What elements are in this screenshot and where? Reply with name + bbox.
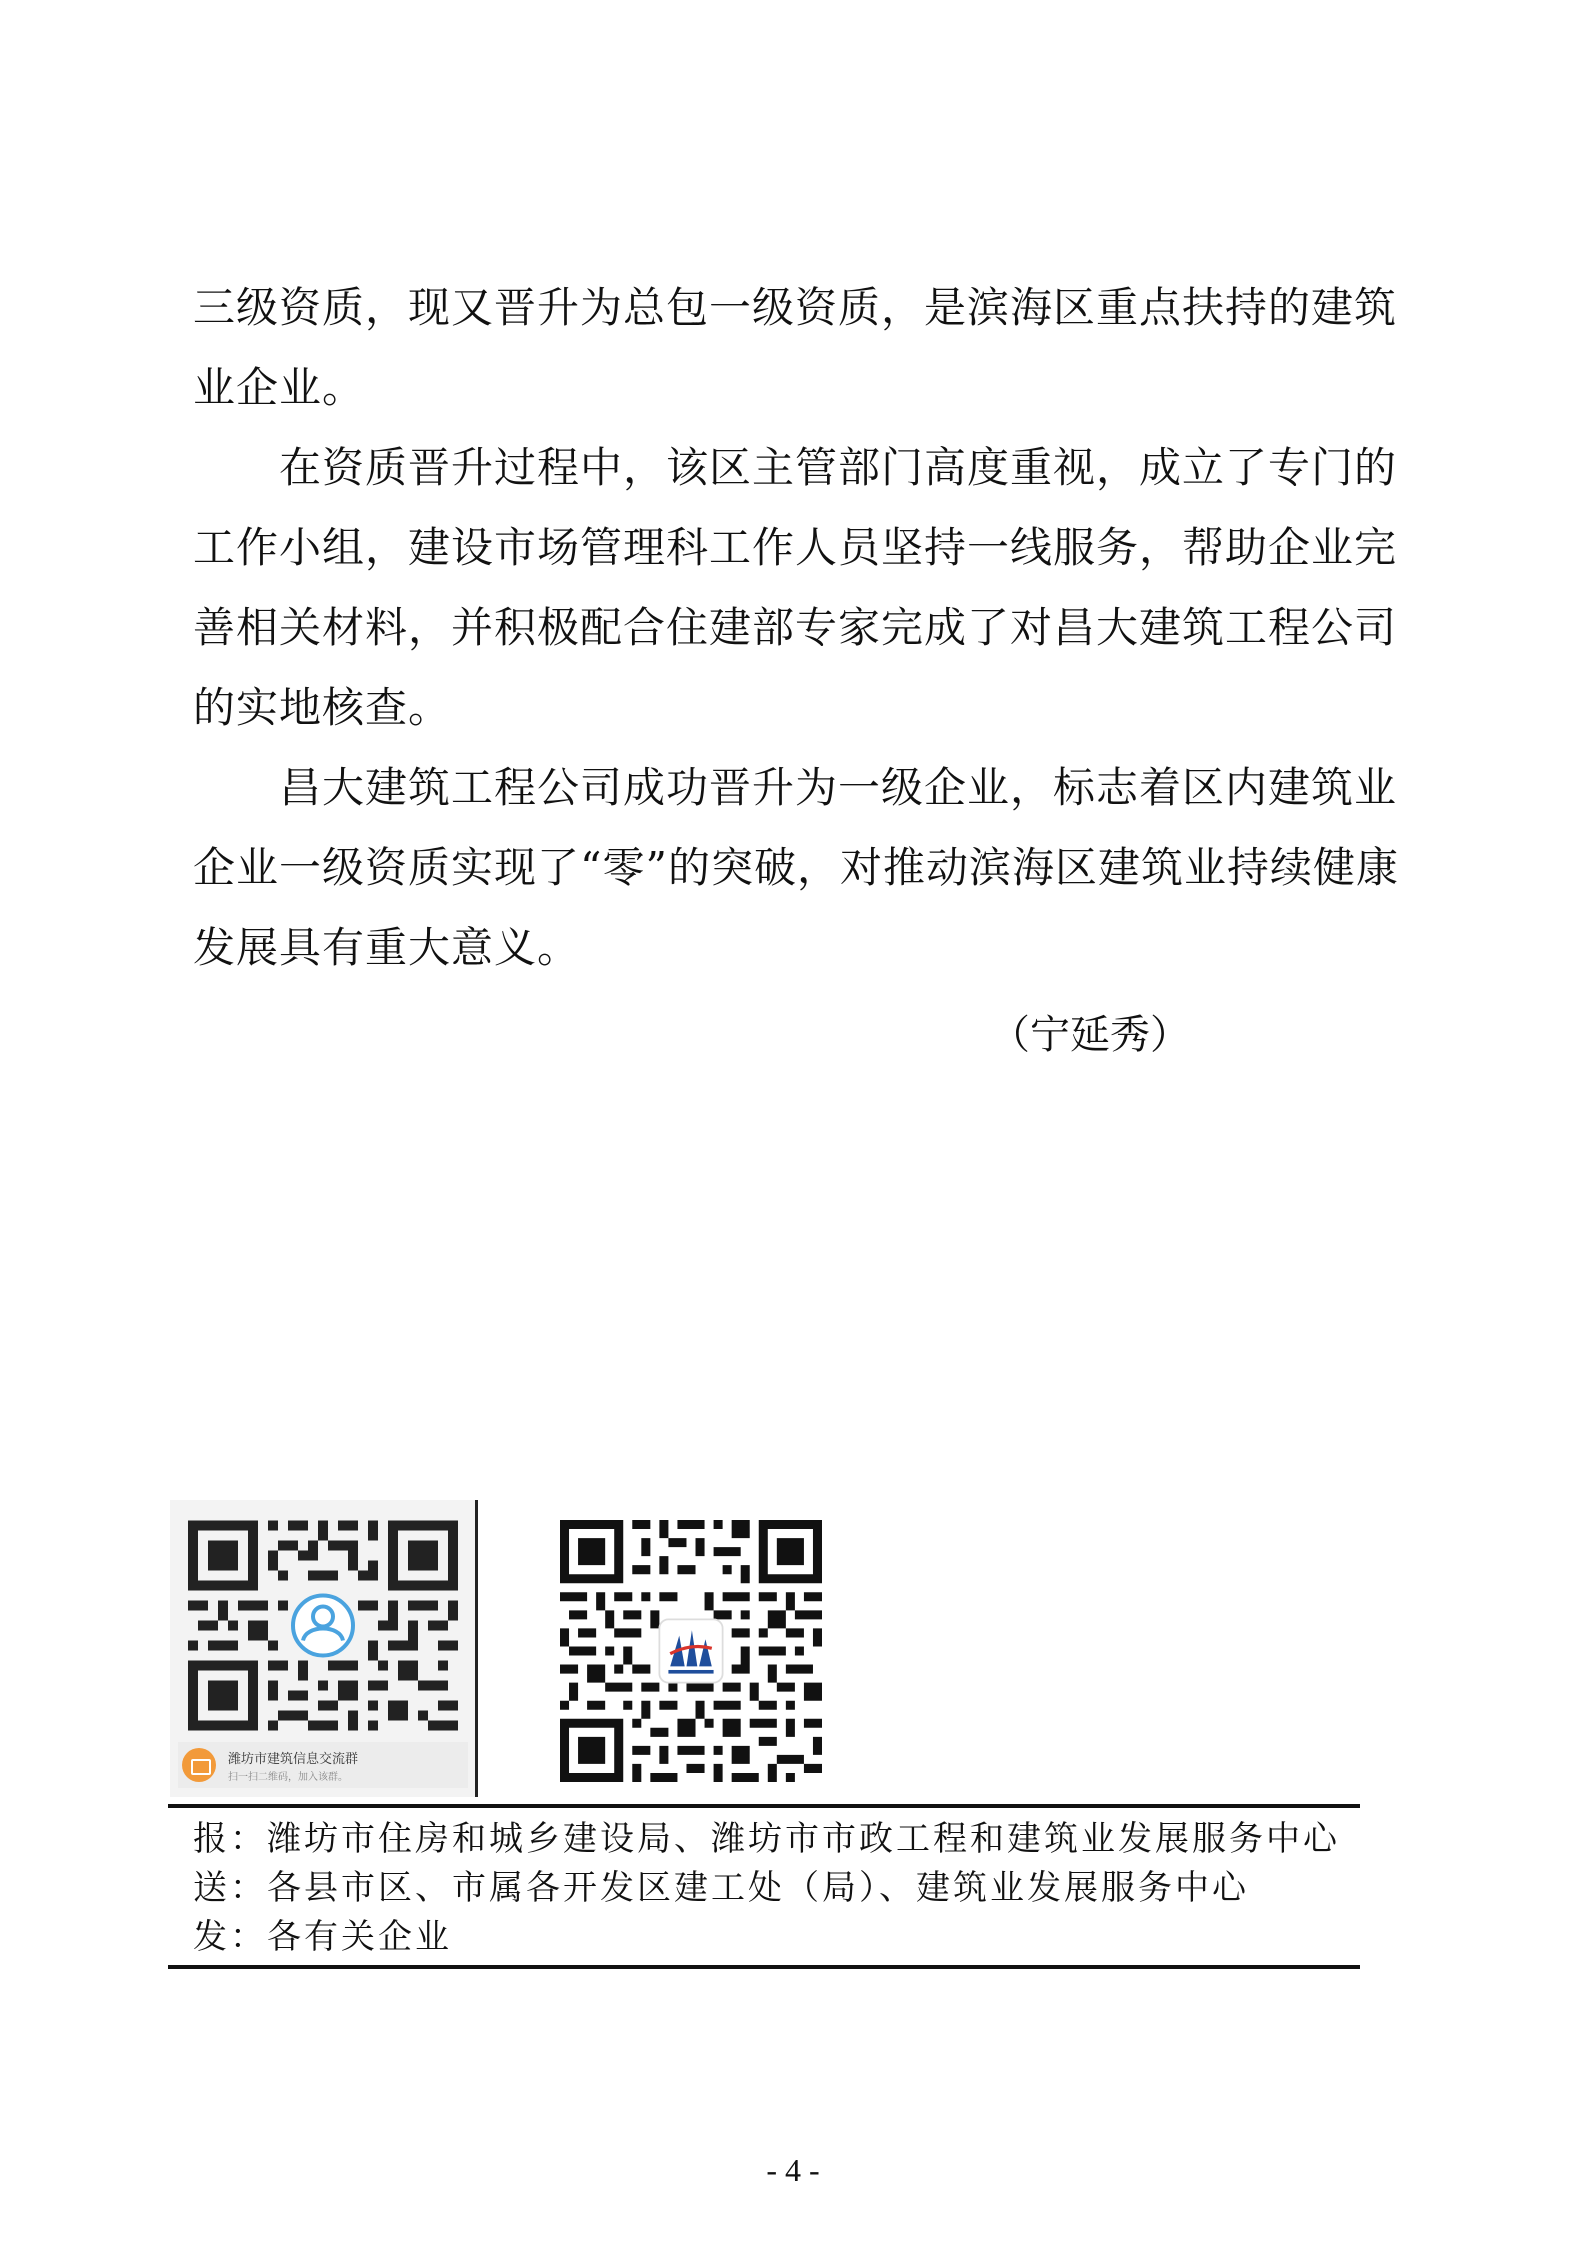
paragraph-line: 的实地核查。	[193, 683, 452, 732]
group-qr-code-icon	[188, 1518, 458, 1733]
article-body	[193, 268, 1399, 988]
paragraph-line: 工作小组，建设市场管理科工作人员坚持一线服务，帮助企业完	[193, 523, 1398, 572]
group-info-bar	[178, 1742, 468, 1788]
paragraph-line: 三级资质，现又晋升为总包一级资质，是滨海区重点扶持的建筑	[193, 283, 1398, 332]
paragraph-line: 在资质晋升过程中，该区主管部门高度重视，成立了专门的	[279, 443, 1398, 492]
paragraph-line: 昌大建筑工程公司成功晋升为一级企业，标志着区内建筑业	[279, 763, 1398, 812]
report-label: 报：	[193, 1819, 267, 1859]
official-qr-code-icon	[560, 1520, 822, 1782]
distribution-bottom-rule	[168, 1965, 1360, 1969]
paragraph-line: 业企业。	[193, 363, 366, 412]
group-qr-card	[170, 1500, 478, 1797]
paragraph-line: 企业一级资质实现了“零”的突破，对推动滨海区建筑业持续健康	[193, 843, 1399, 892]
send-label: 送：	[193, 1868, 267, 1908]
send-value: 各县市区、市属各开发区建工处（局）、建筑业发展服务中心	[267, 1868, 1249, 1908]
send-row	[193, 1864, 1340, 1913]
issue-row	[193, 1913, 1340, 1962]
report-row	[193, 1815, 1340, 1864]
paragraph-line: 善相关材料，并积极配合住建部专家完成了对昌大建筑工程公司	[193, 603, 1398, 652]
issue-value: 各有关企业	[267, 1917, 452, 1957]
page-number: - 4 -	[766, 2152, 820, 2188]
paragraph-line: 发展具有重大意义。	[193, 923, 581, 972]
author-signature: （宁延秀）	[990, 1012, 1190, 1058]
group-briefcase-icon	[182, 1748, 216, 1782]
group-hint: 扫一扫二维码，加入该群。	[228, 1772, 348, 1783]
distribution-list	[193, 1815, 1340, 1962]
report-value: 潍坊市住房和城乡建设局、潍坊市市政工程和建筑业发展服务中心	[267, 1819, 1340, 1859]
official-account-qr	[560, 1520, 822, 1782]
distribution-top-rule	[168, 1804, 1360, 1808]
group-name: 潍坊市建筑信息交流群	[228, 1751, 359, 1766]
issue-label: 发：	[193, 1917, 267, 1957]
